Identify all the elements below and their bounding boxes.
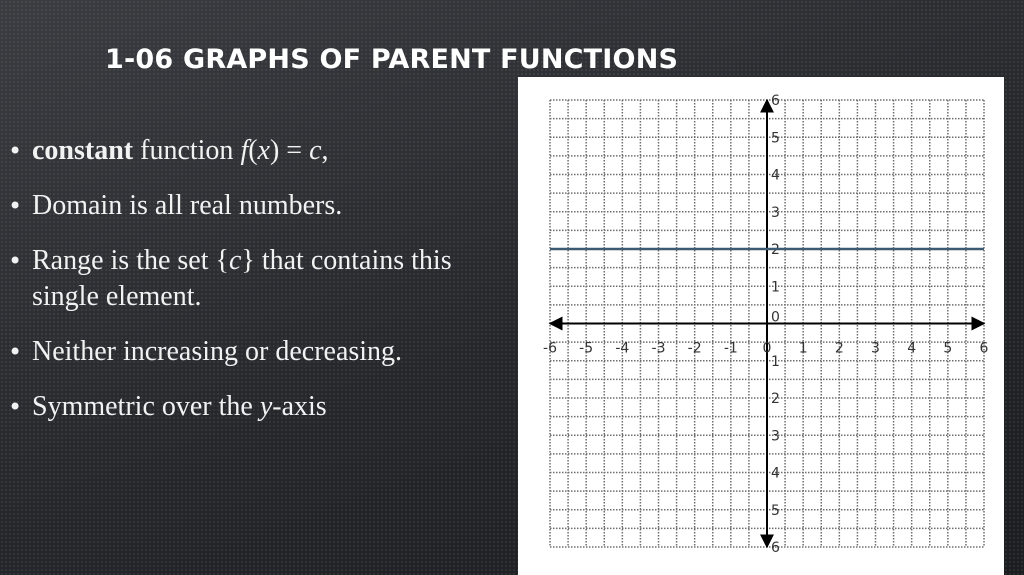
bullet-item <box>8 188 508 224</box>
bullet-dot-icon: • <box>8 393 23 421</box>
bullet-text: Domain is all real numbers. <box>32 190 343 221</box>
bullet-text: c <box>228 245 242 276</box>
bullet-item <box>8 389 508 425</box>
bullet-text: Neither increasing or decreasing. <box>32 336 403 367</box>
y-tick-label: 6 <box>771 540 780 556</box>
bullet-text: x <box>257 135 270 166</box>
x-tick-label: 0 <box>762 340 772 357</box>
bullet-text: y <box>259 391 273 422</box>
x-tick-label: -3 <box>651 340 666 357</box>
y-tick-label: 2 <box>771 391 780 407</box>
y-tick-label: 5 <box>771 130 780 147</box>
y-tick-label: 3 <box>771 204 780 221</box>
x-tick-label: 3 <box>871 340 880 357</box>
x-tick-label: -4 <box>615 340 630 357</box>
x-tick-label: 5 <box>943 340 953 357</box>
bullet-text: ) = <box>269 135 310 166</box>
bullet-dot-icon: • <box>8 338 23 366</box>
bullet-dot-icon: • <box>8 137 23 165</box>
x-tick-label: 2 <box>834 340 844 357</box>
bullet-text: , <box>321 135 329 166</box>
bullet-dot-icon: • <box>8 192 23 220</box>
y-tick-label: 4 <box>771 167 780 184</box>
bullet-text: -axis <box>272 391 327 422</box>
bullet-text: c <box>309 135 322 166</box>
bullet-item <box>8 243 508 315</box>
bullet-text: function <box>133 135 241 166</box>
y-tick-label: 1 <box>771 279 780 296</box>
bullet-text: f <box>240 135 249 166</box>
y-tick-label: 4 <box>771 465 780 482</box>
y-tick-label: 2 <box>771 242 780 258</box>
graph-panel <box>518 77 1004 575</box>
bullet-text: } that contains this single element. <box>32 245 452 312</box>
bullet-text: constant <box>32 135 134 166</box>
y-tick-label: 0 <box>771 309 780 326</box>
bullet-item <box>8 133 508 169</box>
bullet-dot-icon: • <box>8 247 23 275</box>
slide-title: 1-06 GRAPHS OF PARENT FUNCTIONS <box>105 44 679 75</box>
x-tick-label: -5 <box>579 340 594 357</box>
x-tick-label: 6 <box>979 340 989 357</box>
y-tick-label: 3 <box>771 428 780 445</box>
x-tick-label: -2 <box>687 340 702 357</box>
y-tick-label: 6 <box>771 93 780 109</box>
y-tick-label: 5 <box>771 502 780 519</box>
constant-function-graph <box>518 77 1004 575</box>
bullet-list <box>8 133 508 444</box>
bullet-item <box>8 334 508 370</box>
x-tick-label: 1 <box>798 340 808 357</box>
bullet-text: ( <box>248 135 258 166</box>
bullet-text: Symmetric over the <box>32 391 260 422</box>
x-tick-label: -1 <box>723 340 738 357</box>
bullet-text: Range is the set { <box>32 245 229 276</box>
x-tick-label: 4 <box>907 340 917 357</box>
y-tick-label: 1 <box>771 353 780 370</box>
x-tick-label: -6 <box>543 340 557 357</box>
